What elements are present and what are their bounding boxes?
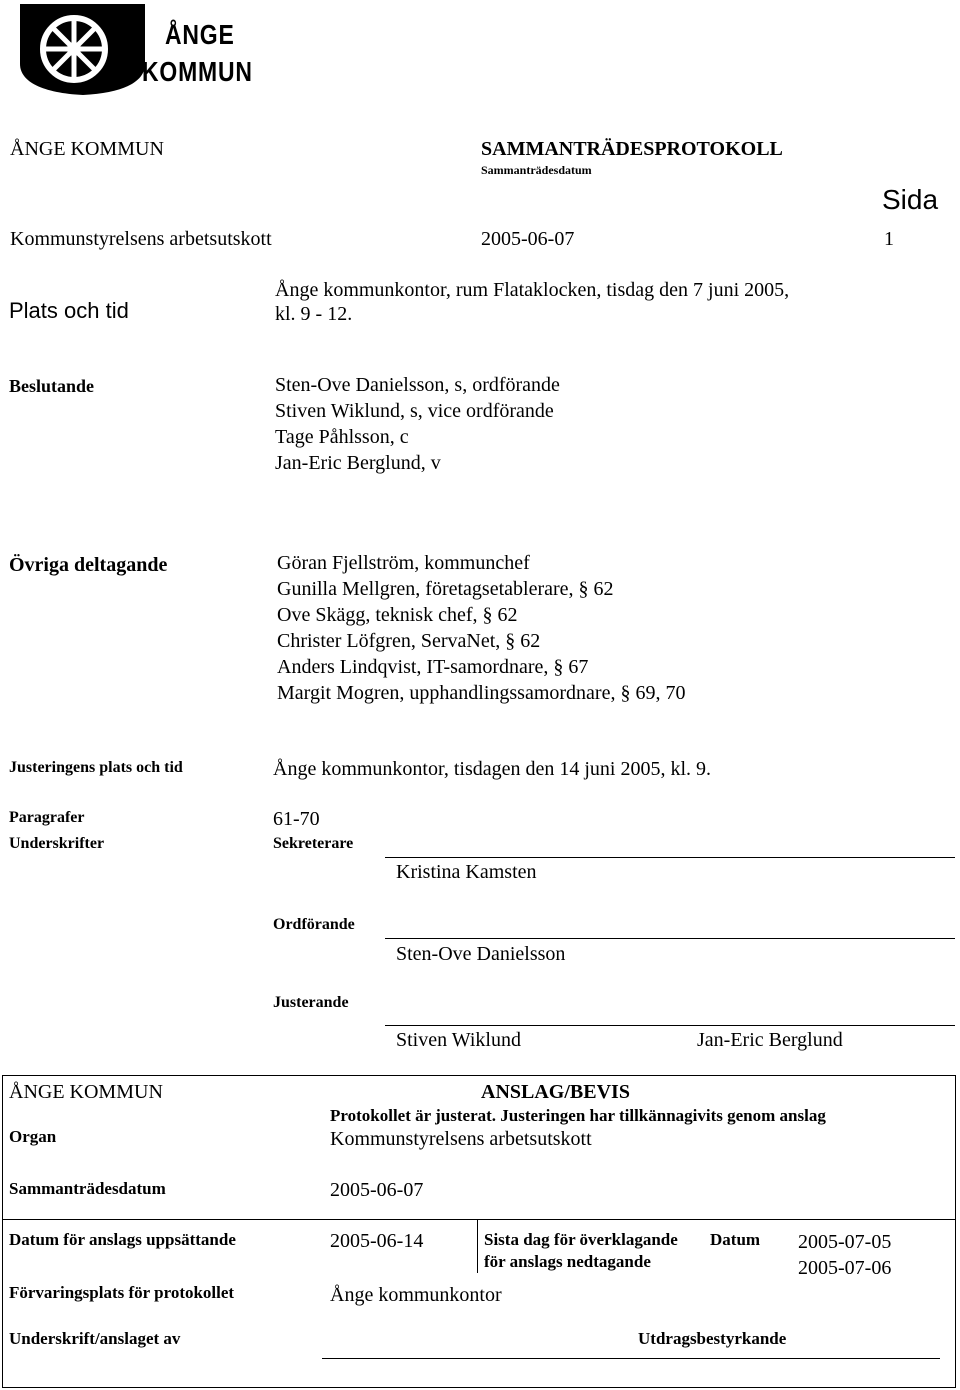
header-page-label: Sida [882,184,939,215]
secretary-name: Kristina Kamsten [396,861,537,883]
chair-signature-line [385,938,955,939]
notice-appeal-label-2: för anslags nedtagande [484,1252,651,1271]
notice-org: ÅNGE KOMMUN [9,1081,163,1103]
decision-makers-list [275,372,560,476]
list-item: Jan-Eric Berglund, v [275,452,441,474]
list-item: Margit Mogren, upphandlingssamordnare, § 69, 70 [277,682,686,704]
notice-storage-value: Ånge kommunkontor [330,1284,502,1306]
notice-storage-label: Förvaringsplats för protokollet [9,1283,235,1302]
list-item: Gunilla Mellgren, företagsetablerare, § 62 [277,578,614,600]
notice-statement: Protokollet är justerat. Justeringen har tillkännagivits genom anslag [330,1106,826,1125]
logo-line-1: ÅNGE [165,19,235,50]
chair-label: Ordförande [273,916,355,933]
list-item: Anders Lindqvist, IT-samordnare, § 67 [277,656,589,678]
logo-line-2: KOMMUN [142,56,253,87]
header-doc-type: SAMMANTRÄDESPROTOKOLL [481,138,783,160]
paragraphs-value: 61-70 [273,808,320,830]
notice-meeting-date-label: Sammanträdesdatum [9,1179,166,1198]
secretary-signature-line [385,857,955,858]
wheel-emblem-icon [8,2,148,96]
other-participants-label: Övriga deltagande [9,554,168,576]
header-date-label: Sammanträdesdatum [481,163,592,177]
notice-posting-date-value: 2005-06-14 [330,1230,424,1252]
place-time-label: Plats och tid [9,298,129,323]
list-item: Sten-Ove Danielsson, s, ordförande [275,374,560,396]
notice-posting-date-label: Datum för anslags uppsättande [9,1230,236,1249]
header-org: ÅNGE KOMMUN [10,138,164,160]
header-date: 2005-06-07 [481,228,575,250]
adjusters-signature-line [385,1025,955,1026]
secretary-label: Sekreterare [273,835,354,852]
place-time-line-1: Ånge kommunkontor, rum Flataklocken, tisdag den 7 juni 2005, [275,279,790,301]
adjuster-1-name: Stiven Wiklund [396,1029,521,1051]
decision-makers-label: Beslutande [9,376,95,396]
notice-appeal-date: 2005-07-05 [798,1231,892,1253]
notice-certification-label: Utdragsbestyrkande [638,1329,787,1348]
list-item: Ove Skägg, teknisk chef, § 62 [277,604,518,626]
adjuster-2-name: Jan-Eric Berglund [697,1029,843,1051]
list-item: Christer Löfgren, ServaNet, § 62 [277,630,541,652]
notice-divider [2,1219,956,1220]
other-participants-list [277,550,685,706]
notice-signature-line [322,1358,940,1359]
place-time-line-2: kl. 9 - 12. [275,303,353,325]
adjustment-label: Justeringens plats och tid [9,759,183,776]
header-page-number: 1 [884,228,894,250]
notice-organ-value: Kommunstyrelsens arbetsutskott [330,1128,592,1150]
header-committee: Kommunstyrelsens arbetsutskott [10,228,272,250]
list-item: Göran Fjellström, kommunchef [277,552,530,574]
notice-meeting-date-value: 2005-06-07 [330,1179,424,1201]
signatures-label: Underskrifter [9,835,105,852]
paragraphs-label: Paragrafer [9,809,85,826]
list-item: Stiven Wiklund, s, vice ordförande [275,400,554,422]
notice-title: ANSLAG/BEVIS [481,1081,630,1103]
chair-name: Sten-Ove Danielsson [396,943,566,965]
notice-organ-label: Organ [9,1127,57,1146]
notice-datum-label: Datum [710,1230,761,1249]
adjusters-label: Justerande [273,994,349,1011]
notice-signature-label: Underskrift/anslaget av [9,1329,181,1348]
notice-appeal-label-1: Sista dag för överklagande [484,1230,678,1249]
notice-removal-date: 2005-07-06 [798,1257,892,1279]
notice-column-divider [477,1219,478,1273]
adjustment-value: Ånge kommunkontor, tisdagen den 14 juni 2005, kl. 9. [273,758,712,780]
list-item: Tage Påhlsson, c [275,426,409,448]
